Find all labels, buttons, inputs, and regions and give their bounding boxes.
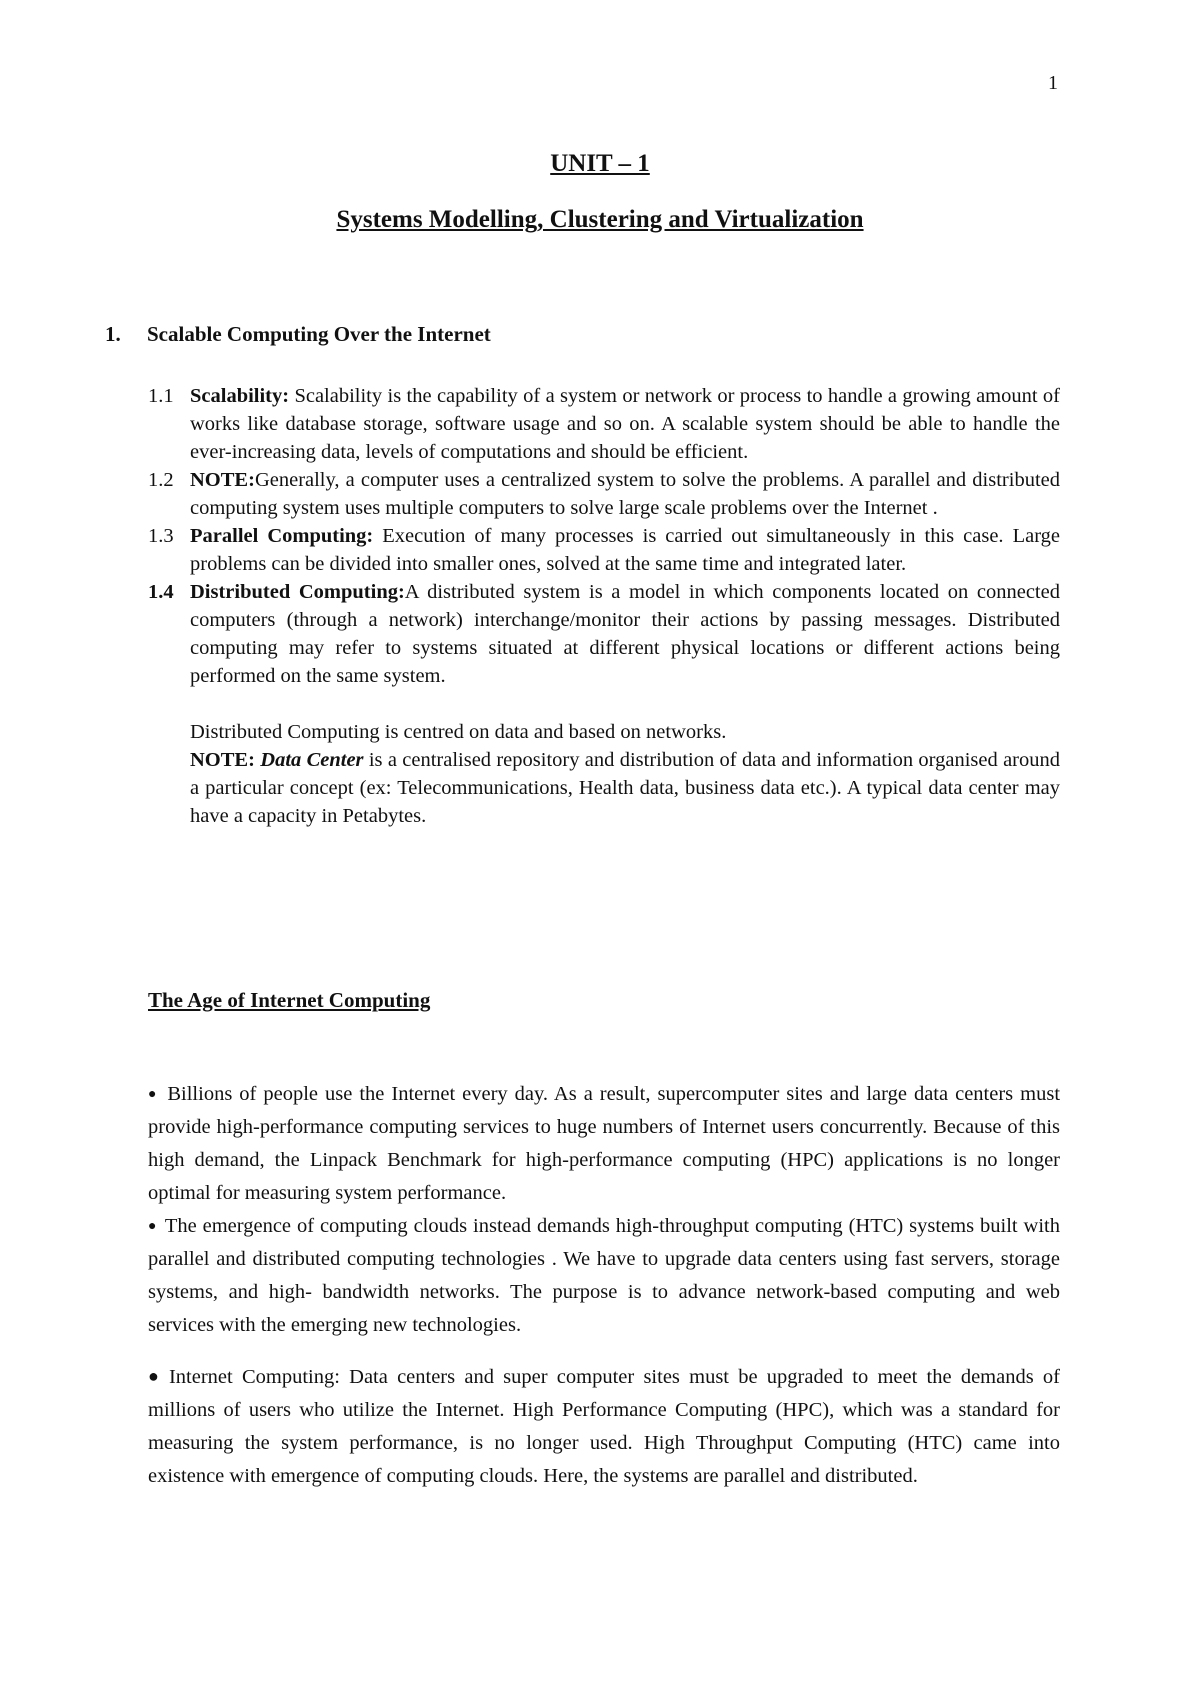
item-text: Scalability is the capability of a system or network or process to handle a growing amount of works like database storage, software usage and so on. A scalable system should be able to handle the ever-increasing data, levels of computations and should be efficient.: [190, 385, 1060, 463]
item-number: 1.3: [148, 525, 174, 547]
note-text: is a centralised repository and distribution of data and information organised around a particular concept (ex: Telecommunications, Health data, business data etc.). A typical data center may have a capacity in Petabytes.: [190, 749, 1061, 827]
data-center-term: Data Center: [260, 749, 364, 771]
bullet-text: Internet Computing: Data centers and super computer sites must be upgraded to meet the demands of millions of users who utilize the Internet. High Performance Computing (HPC), which was a standard for measuring the system performance, is no longer used. High Throughput Computing (HTC) came into existence with emergence of computing clouds. Here, the systems are parallel and distributed.: [148, 1366, 1061, 1487]
bullet-icon: ●: [148, 1366, 163, 1386]
unit-title: UNIT – 1: [550, 150, 650, 177]
item-text: A distributed system is a model in which components located on connected computers (through a network) interchange/monitor their actions by passing messages. Distributed computing may refer to systems situated at different physical locations or different actions being performed on the same system.: [190, 581, 1060, 687]
distributed-note: Distributed Computing is centred on data and based on networks.: [190, 721, 727, 743]
bullet-icon: ●: [148, 1219, 158, 1234]
item-term: Parallel Computing:: [190, 525, 374, 547]
list-item: [148, 466, 1060, 522]
section-heading: [105, 322, 491, 347]
section-title: Scalable Computing Over the Internet: [147, 322, 491, 346]
subject-title: Systems Modelling, Clustering and Virtualization: [336, 206, 864, 233]
bullet-item: [148, 1078, 1060, 1210]
page-number: 1: [1048, 72, 1058, 94]
bullet-item: [148, 1360, 1060, 1493]
data-center-note: [148, 746, 1060, 830]
item-text: Generally, a computer uses a centralized system to solve the problems. A parallel and distributed computing system uses multiple computers to solve large scale problems over the Internet .: [190, 469, 1060, 519]
list-item: [148, 522, 1060, 578]
item-term: Distributed Computing:: [190, 581, 405, 603]
section-items: [148, 382, 1060, 830]
age-heading: The Age of Internet Computing: [148, 988, 431, 1012]
bullet-text: The emergence of computing clouds instead demands high-throughput computing (HTC) systems built with parallel and distributed computing technologies . We have to upgrade data centers using fast servers, storage systems, and high- bandwidth networks. The purpose is to advance network-based computing and web services with the emerging new technologies.: [148, 1215, 1060, 1336]
section-number: 1.: [105, 322, 121, 346]
item-number: 1.2: [148, 469, 174, 491]
bullet-text: Billions of people use the Internet every day. As a result, supercomputer sites and large data centers must provide high-performance computing services to huge numbers of Internet users concurrently. Because of this high demand, the Linpack Benchmark for high-performance computing (HPC) applications is no longer optimal for measuring system performance.: [148, 1083, 1061, 1204]
list-item: [148, 578, 1060, 690]
bullet-icon: ●: [148, 1087, 159, 1102]
note-label: NOTE:: [190, 749, 255, 771]
item-term: Scalability:: [190, 385, 290, 407]
item-number: 1.1: [148, 385, 174, 407]
bullet-item: [148, 1210, 1060, 1342]
item-term: NOTE:: [190, 469, 255, 491]
age-bullets: [148, 1078, 1060, 1493]
item-number: 1.4: [148, 581, 174, 603]
list-item: [148, 382, 1060, 466]
item-text: Execution of many processes is carried out simultaneously in this case. Large problems can be divided into smaller ones, solved at the same time and integrated later.: [190, 525, 1060, 575]
